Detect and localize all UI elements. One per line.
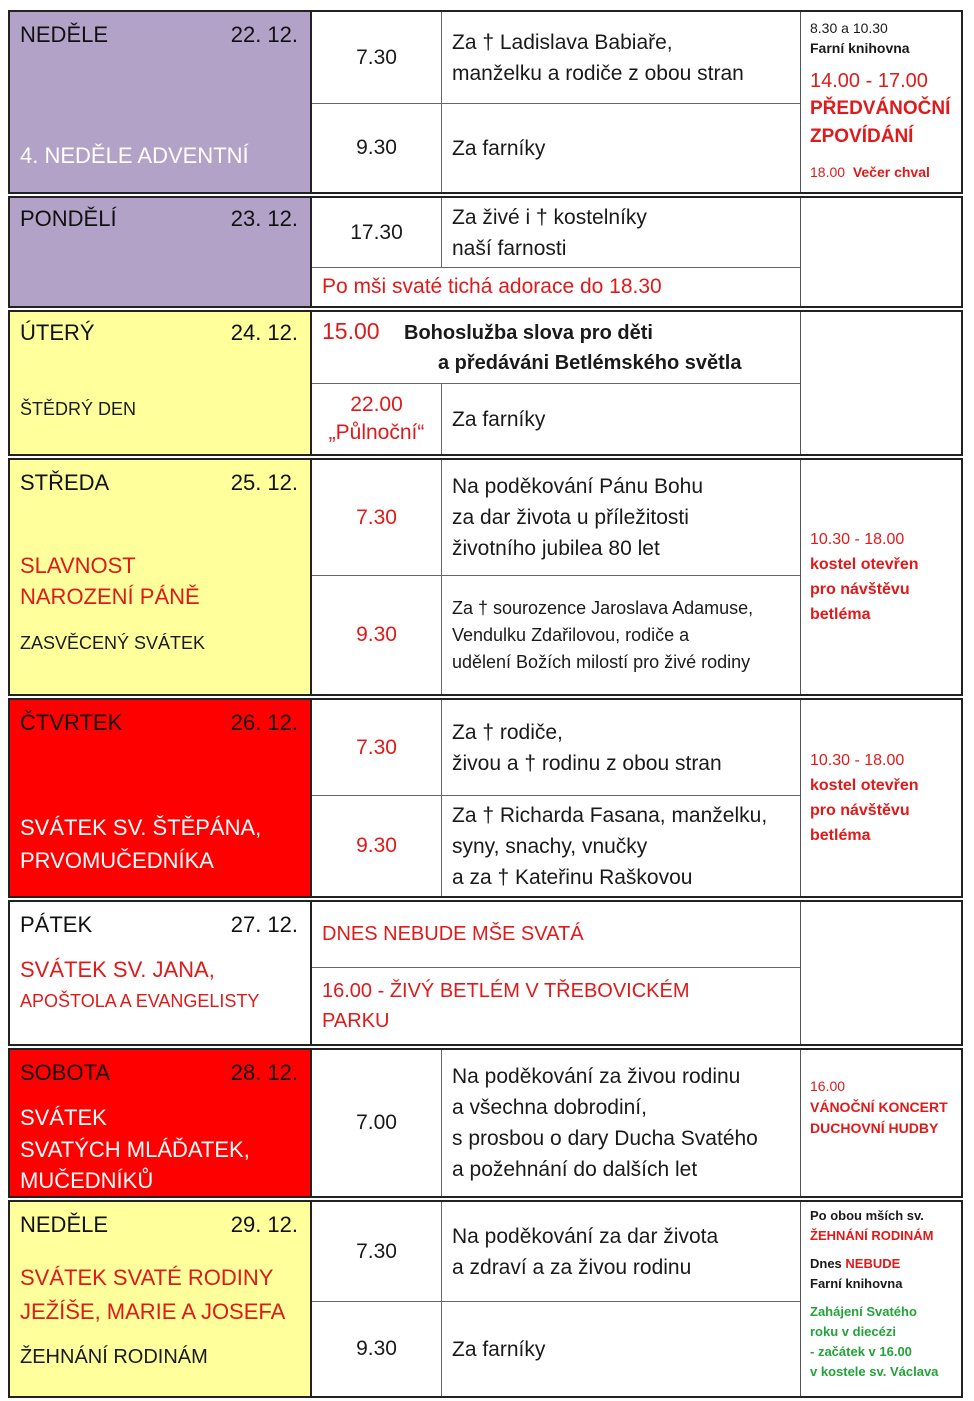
intention-line: udělení Božích milostí pro živé rodiny (452, 651, 751, 672)
day-name: SOBOTA (20, 1060, 111, 1085)
feast-subtitle: ZASVĚCENÝ SVÁTEK (20, 633, 206, 653)
intention-line: Za † sourozence Jaroslava Adamuse, (452, 597, 754, 618)
notes-cell (800, 12, 961, 192)
note-line: roku v diecézi (810, 1324, 896, 1339)
intention-line: Za † rodiče, (452, 720, 563, 744)
day-header (10, 1050, 312, 1196)
day-date: 29. 12. (230, 1212, 298, 1237)
event-row (312, 968, 800, 1044)
day-friday-27 (8, 900, 963, 1046)
note-line: kostel otevřen (810, 777, 919, 794)
note-line: betléma (810, 827, 871, 844)
feast-name: SVATÝCH MLÁĎATEK, (20, 1137, 250, 1162)
note-line: 10.30 - 18.00 (810, 752, 905, 769)
masses (312, 460, 800, 694)
day-name: ÚTERÝ (20, 320, 95, 345)
notes-cell (800, 902, 961, 1044)
masses (312, 312, 800, 454)
time-line: 22.00 (350, 393, 403, 416)
day-tuesday-24 (8, 310, 963, 456)
feast-name: SVÁTEK SVATÉ RODINY (20, 1265, 274, 1290)
feast-name: MUČEDNÍKŮ (20, 1168, 154, 1193)
day-monday-23 (8, 196, 963, 308)
day-date: 27. 12. (230, 912, 298, 937)
mass-row (312, 198, 800, 268)
mass-row (312, 700, 800, 796)
mass-row (312, 104, 800, 192)
mass-time (312, 384, 442, 454)
day-date: 25. 12. (230, 470, 298, 495)
note-line: betléma (810, 606, 871, 623)
masses (312, 198, 800, 306)
mass-intention (442, 198, 800, 267)
day-header (10, 1202, 312, 1396)
note-line: ZPOVÍDÁNÍ (810, 126, 914, 147)
day-name: STŘEDA (20, 470, 110, 495)
mass-time: 7.30 (312, 700, 442, 795)
day-date: 26. 12. (230, 710, 298, 735)
note-line: 8.30 a 10.30 (810, 20, 888, 36)
intention-line: Vendulku Zdařilovou, rodiče a (452, 624, 690, 645)
mass-time: 7.30 (312, 1202, 442, 1301)
note-line: 16.00 (810, 1078, 846, 1094)
mass-intention (442, 796, 800, 896)
adoration-note: Po mši svaté tichá adorace do 18.30 (322, 275, 662, 298)
feast-name: NAROZENÍ PÁNĚ (20, 584, 200, 609)
intention-line: životního jubilea 80 let (452, 537, 660, 560)
mass-time: 7.00 (312, 1050, 442, 1196)
mass-intention (442, 12, 800, 103)
day-saturday-28 (8, 1048, 963, 1198)
event-line: PARKU (322, 1010, 390, 1032)
notes-cell (800, 312, 961, 454)
masses (312, 1050, 800, 1196)
day-name: ČTVRTEK (20, 710, 123, 735)
note-line: v kostele sv. Václava (810, 1364, 939, 1379)
mass-row (312, 460, 800, 576)
feast-name: SLAVNOST (20, 553, 136, 578)
note-line: pro návštěvu (810, 581, 910, 598)
day-header (10, 700, 312, 896)
feast-name: PRVOMUČEDNÍKA (20, 848, 214, 873)
extra-row (312, 268, 800, 306)
day-header (10, 460, 312, 694)
mass-row (312, 576, 800, 694)
note-line: DUCHOVNÍ HUDBY (810, 1120, 939, 1136)
note-line: 14.00 - 17.00 (810, 70, 928, 92)
day-date: 22. 12. (230, 22, 298, 47)
feast-name: JEŽÍŠE, MARIE A JOSEFA (20, 1299, 286, 1324)
intention-line: a všechna dobrodiní, (452, 1096, 647, 1119)
note-line: PŘEDVÁNOČNÍ (810, 98, 951, 119)
intention-line: Na poděkování za dar života (452, 1224, 719, 1248)
notes-cell (800, 1202, 961, 1396)
intention-line: naší farnosti (452, 236, 567, 260)
notice-row (312, 902, 800, 968)
mass-intention (442, 576, 800, 694)
mass-row (312, 1050, 800, 1196)
mass-intention (442, 700, 800, 795)
note-line: Dnes (810, 1256, 846, 1271)
day-sunday-29 (8, 1200, 963, 1398)
intention-line: Na poděkování Pánu Bohu (452, 475, 704, 498)
mass-time: 17.30 (312, 198, 442, 267)
mass-time: 7.30 (312, 12, 442, 103)
mass-time: 7.30 (312, 460, 442, 575)
masses (312, 1202, 800, 1396)
mass-row (312, 384, 800, 454)
intention-line: s prosbou o dary Ducha Svatého (452, 1127, 758, 1150)
mass-row (312, 12, 800, 104)
note-line: Farní knihovna (810, 40, 910, 56)
events (312, 902, 800, 1044)
day-name: PONDĚLÍ (20, 206, 117, 231)
feast-name: 4. NEDĚLE ADVENTNÍ (20, 143, 249, 168)
intention-line: Za † Ladislava Babiaře, (452, 30, 673, 54)
note-line: Farní knihovna (810, 1276, 903, 1291)
day-name: PÁTEK (20, 912, 93, 937)
note-line: NEBUDE (845, 1256, 901, 1271)
mass-intention: Za farníky (452, 136, 546, 160)
intention-line: za dar života u příležitosti (452, 506, 689, 529)
note-line: Po obou mších sv. (810, 1208, 924, 1223)
intention-line: syny, snachy, vnučky (452, 834, 648, 858)
mass-intention (442, 1050, 800, 1196)
mass-row (312, 1302, 800, 1396)
day-date: 28. 12. (230, 1060, 298, 1085)
feast-name: ŠTĚDRÝ DEN (20, 399, 137, 419)
no-mass-notice: DNES NEBUDE MŠE SVATÁ (322, 923, 584, 945)
day-date: 23. 12. (230, 206, 298, 231)
day-header (10, 902, 312, 1044)
masses (312, 700, 800, 896)
intention-line: Za živé i † kostelníky (452, 205, 647, 229)
event-line: 16.00 - ŽIVÝ BETLÉM V TŘEBOVICKÉM (322, 980, 690, 1002)
note-line: - začátek v 16.00 (810, 1344, 912, 1359)
intention-line: živou a † rodinu z obou stran (452, 751, 722, 775)
intention-line: manželku a rodiče z obou stran (452, 61, 744, 85)
day-sunday-22 (8, 10, 963, 194)
event-time: 15.00 (322, 318, 380, 344)
feast-subtitle: APOŠTOLA A EVANGELISTY (20, 991, 260, 1011)
day-date: 24. 12. (230, 320, 298, 345)
day-header (10, 12, 312, 192)
note-line: pro návštěvu (810, 802, 910, 819)
feast-subtitle: ŽEHNÁNÍ RODINÁM (20, 1346, 208, 1368)
note-line: Zahájení Svatého (810, 1304, 917, 1319)
mass-intention: Za farníky (452, 1337, 546, 1361)
feast-name: SVÁTEK SV. JANA, (20, 957, 215, 982)
mass-time: 9.30 (312, 576, 442, 694)
note-line: Večer chval (852, 164, 930, 180)
note-line: VÁNOČNÍ KONCERT (810, 1099, 948, 1115)
note-line: kostel otevřen (810, 556, 919, 573)
notes-cell (800, 198, 961, 306)
time-line: „Půlnoční“ (328, 421, 425, 444)
intention-line: a za † Kateřinu Raškovou (452, 865, 693, 889)
weekly-schedule (8, 10, 963, 1398)
day-thursday-26 (8, 698, 963, 898)
living-nativity-event (312, 968, 800, 1044)
notes-cell (800, 700, 961, 896)
event-subtitle: a předáváni Betlémského světla (438, 352, 742, 374)
mass-intention (442, 1202, 800, 1301)
intention-line: Za † Richarda Fasana, manželku, (452, 803, 768, 827)
day-header (10, 312, 312, 454)
mass-time: 9.30 (312, 1302, 442, 1396)
mass-row (312, 1202, 800, 1302)
day-wednesday-25 (8, 458, 963, 696)
mass-intention (442, 460, 800, 575)
intention-line: a zdraví a za živou rodinu (452, 1255, 692, 1279)
mass-time: 9.30 (312, 104, 442, 192)
masses (312, 12, 800, 192)
event-row (312, 312, 800, 384)
mass-row (312, 796, 800, 896)
mass-intention: Za farníky (452, 407, 546, 431)
event-title: Bohoslužba slova pro děti (404, 322, 653, 344)
feast-name: SVÁTEK SV. ŠTĚPÁNA, (20, 815, 262, 840)
intention-line: Na poděkování za živou rodinu (452, 1065, 741, 1088)
mass-time: 9.30 (312, 796, 442, 896)
day-name: NEDĚLE (20, 22, 109, 47)
feast-name: SVÁTEK (20, 1105, 107, 1130)
note-line: 18.00 (810, 164, 846, 180)
notes-cell (800, 460, 961, 694)
intention-line: a požehnání do dalších let (452, 1158, 698, 1181)
note-line: ŽEHNÁNÍ RODINÁM (810, 1228, 934, 1243)
day-header (10, 198, 312, 306)
day-name: NEDĚLE (20, 1212, 109, 1237)
note-line: 10.30 - 18.00 (810, 531, 905, 548)
notes-cell (800, 1050, 961, 1196)
